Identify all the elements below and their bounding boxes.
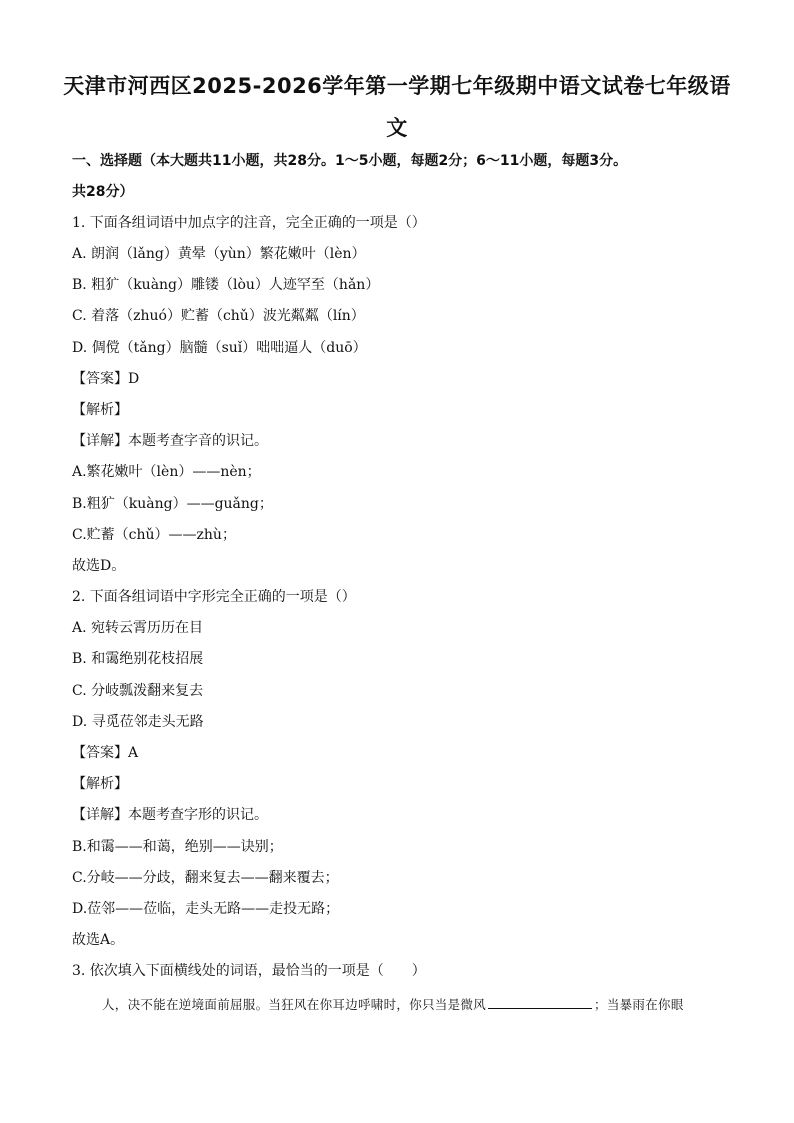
question-2-analysis-label: 【解析】 [72, 776, 128, 792]
question-1-option-a: A. 朗润（lǎng）黄晕（yùn）繁花嫩叶（lèn） [72, 246, 366, 262]
exam-title-line2: 文 [386, 116, 408, 140]
exam-title-line1: 天津市河西区2025-2026学年第一学期七年级期中语文试卷七年级语 [63, 74, 731, 98]
question-1-option-c: C. 着落（zhuó）贮蓄（chǔ）波光粼粼（lín） [72, 308, 365, 324]
question-2-explanation-c: C.分岐——分歧，翻来复去——翻来覆去； [72, 870, 339, 886]
question-2-explanation-d: D.莅邻——莅临，走头无路——走投无路； [72, 901, 340, 917]
question-1-detail: 【详解】本题考查字音的识记。 [72, 433, 268, 449]
question-1-analysis-label: 【解析】 [72, 402, 128, 418]
question-1-explanation-a: A.繁花嫩叶（lèn）——nèn； [72, 464, 261, 480]
question-1-explanation-b: B.粗犷（kuàng）——guǎng； [72, 496, 273, 512]
fill-in-blank [488, 995, 592, 1009]
question-1-option-d: D. 倜傥（tǎng）脑髓（suǐ）咄咄逼人（duō） [72, 340, 367, 356]
section-heading: 一、选择题（本大题共11小题，共28分。1～5小题，每题2分；6～11小题，每题3分。 [72, 153, 628, 169]
passage-text-a: 人，决不能在逆境面前屈服。当狂风在你耳边呼啸时，你只当是微风 [102, 997, 487, 1012]
question-2-option-d: D. 寻觅莅邻走头无路 [72, 714, 204, 730]
question-1-explanation-c: C.贮蓄（chǔ）——zhù； [72, 527, 236, 543]
question-2-explanation-b: B.和霭——和蔼，绝别——诀别； [72, 839, 283, 855]
question-2-option-b: B. 和霭绝别花枝招展 [72, 651, 204, 667]
question-2-conclusion: 故选A。 [72, 932, 125, 948]
question-2-answer: 【答案】A [72, 745, 139, 761]
section-heading-cont: 共28分） [72, 184, 134, 200]
passage-text-b: ；当暴雨在你眼 [594, 997, 684, 1012]
question-1-option-b: B. 粗犷（kuàng）雕镂（lòu）人迹罕至（hǎn） [72, 277, 380, 293]
question-1-stem: 1. 下面各组词语中加点字的注音，完全正确的一项是（） [72, 215, 426, 231]
question-2-option-a: A. 宛转云霄历历在目 [72, 620, 204, 636]
question-2-option-c: C. 分岐瓢泼翻来复去 [72, 683, 204, 699]
question-3-stem: 3. 依次填入下面横线处的词语，最恰当的一项是（ ） [72, 963, 426, 979]
question-1-conclusion: 故选D。 [72, 558, 126, 574]
question-2-detail: 【详解】本题考查字形的识记。 [72, 807, 268, 823]
question-2-stem: 2. 下面各组词语中字形完全正确的一项是（） [72, 589, 356, 605]
question-3-passage [102, 995, 684, 1014]
question-1-answer: 【答案】D [72, 371, 140, 387]
